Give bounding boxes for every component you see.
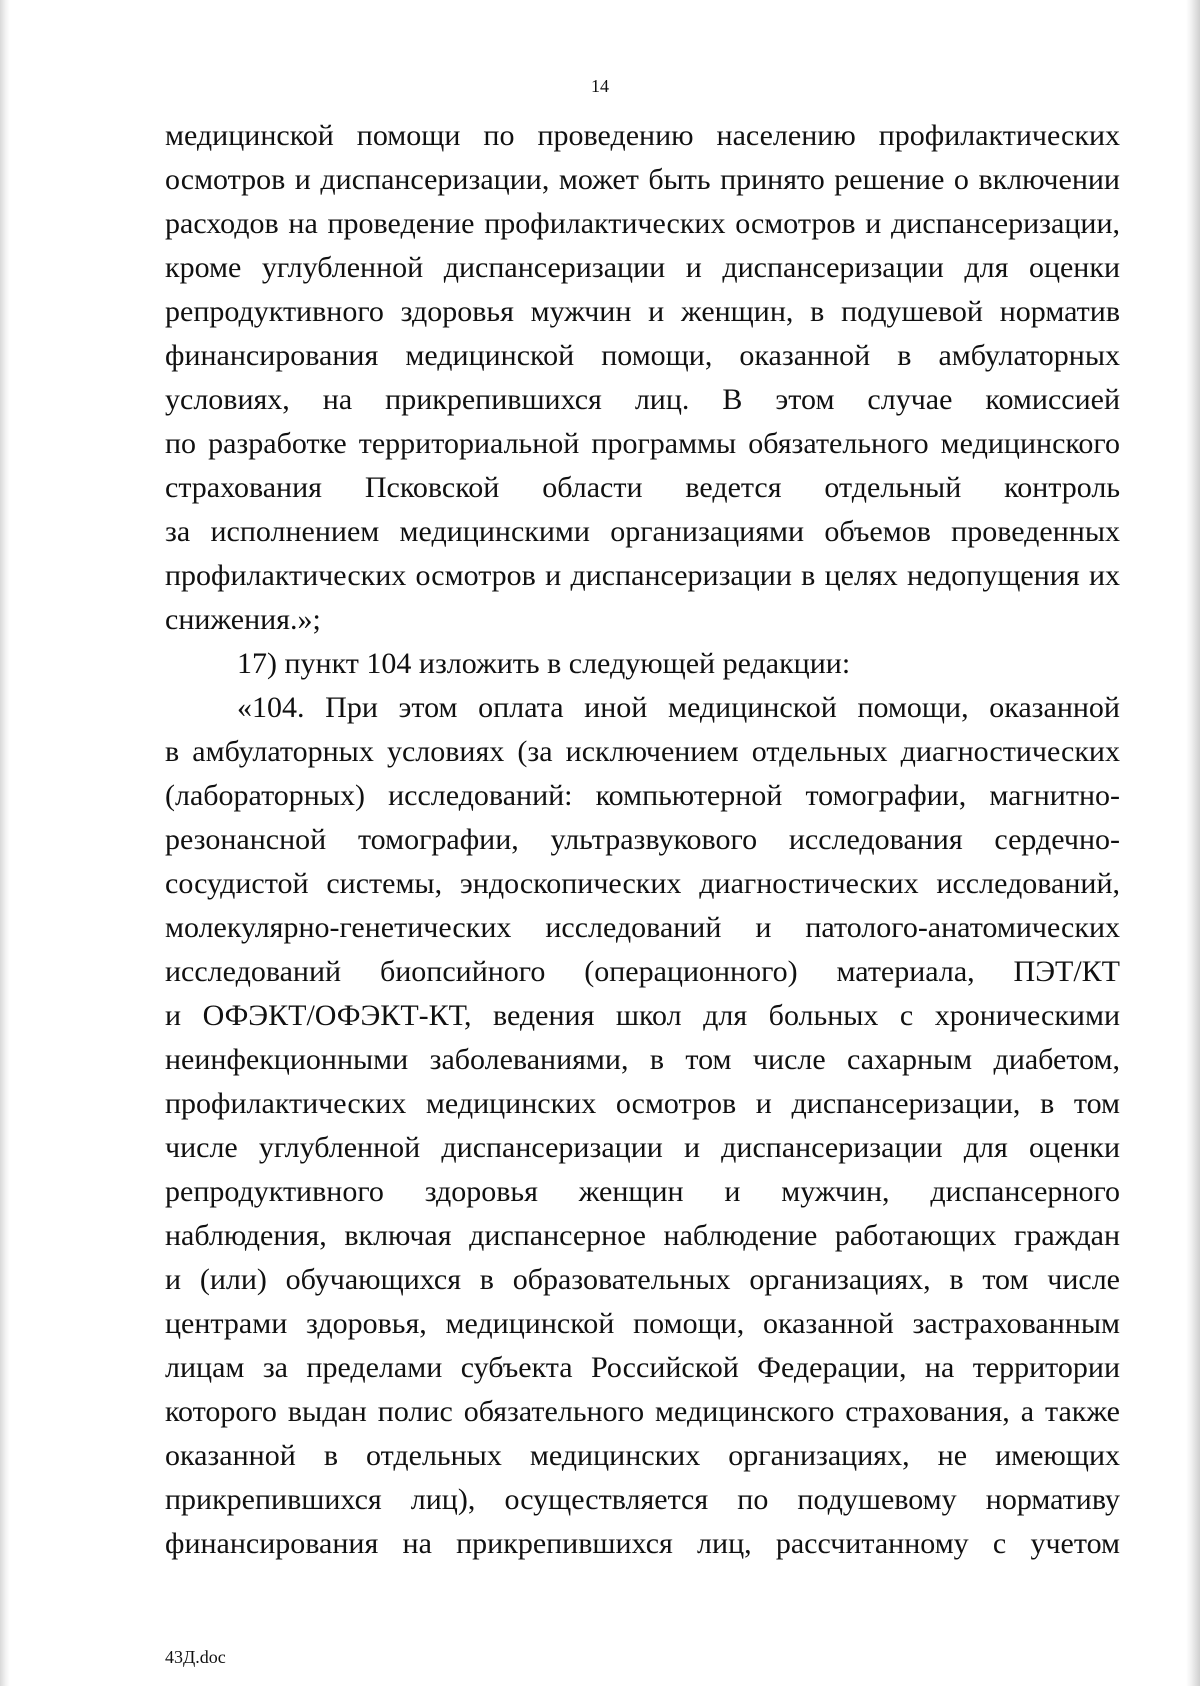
- text-line: кроме углубленной диспансеризации и диспансеризации для оценки: [165, 251, 1120, 284]
- footer-filename: 43Д.doc: [165, 1647, 226, 1667]
- text-line: лицам за пределами субъекта Российской Федерации, на территории: [165, 1351, 1120, 1384]
- text-line: сосудистой системы, эндоскопических диагностических исследований,: [165, 867, 1120, 900]
- text-line: исследований биопсийного (операционного) материала, ПЭТ/КТ: [165, 955, 1120, 988]
- text-line: репродуктивного здоровья мужчин и женщин, в подушевой норматив: [165, 295, 1120, 328]
- text-line: репродуктивного здоровья женщин и мужчин, диспансерного: [165, 1175, 1120, 1208]
- text-line: и (или) обучающихся в образовательных организациях, в том числе: [165, 1263, 1120, 1296]
- text-line: (лабораторных) исследований: компьютерной томографии, магнитно-: [165, 779, 1120, 812]
- text-line: за исполнением медицинскими организациями объемов проведенных: [165, 515, 1120, 548]
- text-line: по разработке территориальной программы обязательного медицинского: [165, 427, 1120, 460]
- scan-edge-right: [1186, 0, 1200, 1686]
- text-line: осмотров и диспансеризации, может быть принято решение о включении: [165, 163, 1120, 196]
- text-line: неинфекционными заболеваниями, в том числе сахарным диабетом,: [165, 1043, 1120, 1076]
- text-line: прикрепившихся лиц), осуществляется по подушевому нормативу: [165, 1483, 1120, 1516]
- text-line: «104. При этом оплата иной медицинской помощи, оказанной: [237, 691, 1120, 724]
- text-line: и ОФЭКТ/ОФЭКТ-КТ, ведения школ для больных с хроническими: [165, 999, 1120, 1032]
- text-line: расходов на проведение профилактических осмотров и диспансеризации,: [165, 207, 1120, 240]
- text-line: резонансной томографии, ультразвукового исследования сердечно-: [165, 823, 1120, 856]
- page-number: 14: [591, 76, 609, 96]
- text-line: условиях, на прикрепившихся лиц. В этом случае комиссией: [165, 383, 1120, 416]
- text-line: снижения.»;: [165, 603, 321, 636]
- text-line: профилактических медицинских осмотров и диспансеризации, в том: [165, 1087, 1120, 1120]
- text-line: в амбулаторных условиях (за исключением отдельных диагностических: [165, 735, 1120, 768]
- text-line: наблюдения, включая диспансерное наблюдение работающих граждан: [165, 1219, 1120, 1252]
- text-line: центрами здоровья, медицинской помощи, оказанной застрахованным: [165, 1307, 1120, 1340]
- text-line: молекулярно-генетических исследований и патолого-анатомических: [165, 911, 1120, 944]
- document-body: [165, 114, 1120, 1566]
- text-line: страхования Псковской области ведется отдельный контроль: [165, 471, 1120, 504]
- text-line: оказанной в отдельных медицинских организациях, не имеющих: [165, 1439, 1120, 1472]
- text-line: финансирования на прикрепившихся лиц, рассчитанному с учетом: [165, 1527, 1120, 1560]
- text-line: профилактических осмотров и диспансеризации в целях недопущения их: [165, 559, 1120, 592]
- text-line: числе углубленной диспансеризации и диспансеризации для оценки: [165, 1131, 1120, 1164]
- text-line: финансирования медицинской помощи, оказанной в амбулаторных: [165, 339, 1120, 372]
- text-line: 17) пункт 104 изложить в следующей редакции:: [237, 647, 851, 680]
- text-line: медицинской помощи по проведению населению профилактических: [165, 119, 1120, 152]
- scan-edge-left: [0, 0, 10, 1686]
- text-line: которого выдан полис обязательного медицинского страхования, а также: [165, 1395, 1120, 1428]
